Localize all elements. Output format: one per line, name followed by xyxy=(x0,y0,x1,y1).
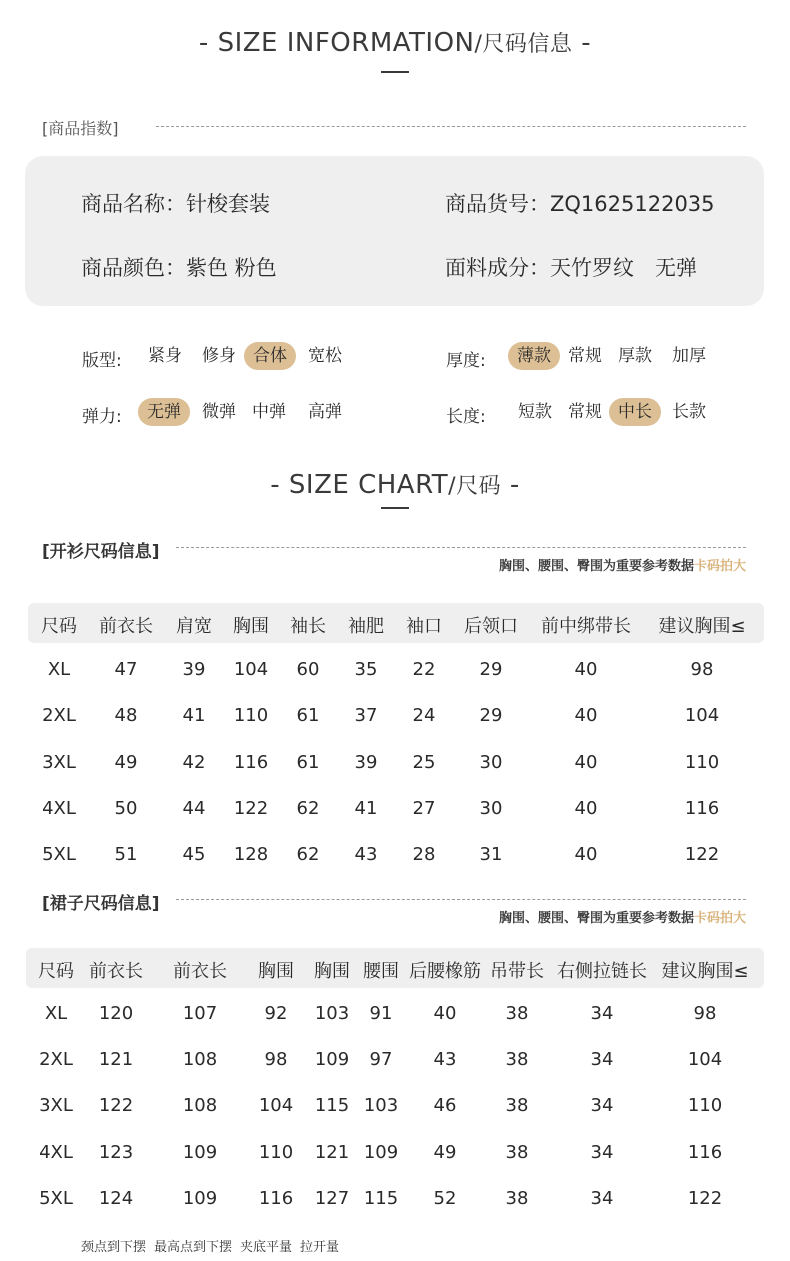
table-cell: 51 xyxy=(114,844,138,865)
attr-fit-label: 版型: xyxy=(82,351,122,371)
table-cell: 104 xyxy=(233,659,269,680)
table-cell: 34 xyxy=(590,1142,614,1163)
attr-length-option: 常规 xyxy=(568,402,602,422)
table-cell: 110 xyxy=(684,752,720,773)
table-size-cell: 4XL xyxy=(39,1142,73,1163)
attr-thickness-label: 厚度: xyxy=(446,351,486,371)
product-fabric: 面料成分：天竹罗纹 无弹 xyxy=(445,256,697,280)
table-cell: 109 xyxy=(182,1188,218,1209)
table-cell: 122 xyxy=(98,1095,134,1116)
table-cell: 61 xyxy=(296,752,320,773)
table-header-cell: 前衣长 xyxy=(173,961,227,982)
table-size-cell: 2XL xyxy=(42,705,76,726)
table-cell: 128 xyxy=(233,844,269,865)
table-cell: 115 xyxy=(363,1188,399,1209)
attr-elasticity-option: 中弹 xyxy=(252,402,286,422)
table-size-cell: 3XL xyxy=(39,1095,73,1116)
table-cell: 115 xyxy=(314,1095,350,1116)
table-cell: 104 xyxy=(258,1095,294,1116)
table-cell: 38 xyxy=(505,1095,529,1116)
attr-fit-option: 修身 xyxy=(202,346,236,366)
attr-elasticity-option: 微弹 xyxy=(202,402,236,422)
table-header-cell: 肩宽 xyxy=(176,616,212,637)
attr-elasticity-option-selected: 无弹 xyxy=(138,398,190,426)
table-cell: 62 xyxy=(296,798,320,819)
table-header-cell: 胸围 xyxy=(314,961,350,982)
product-sku: 商品货号：ZQ1625122035 xyxy=(445,192,715,216)
table-cell: 52 xyxy=(433,1188,457,1209)
size-information-title: - SIZE INFORMATION/尺码信息 - xyxy=(198,28,592,58)
title-underline xyxy=(381,507,409,509)
dashed-divider xyxy=(176,547,746,548)
table-cell: 122 xyxy=(687,1188,723,1209)
attr-elasticity-option: 高弹 xyxy=(308,402,342,422)
table-header-cell: 建议胸围≤ xyxy=(658,616,746,637)
table-cell: 110 xyxy=(687,1095,723,1116)
table-cell: 39 xyxy=(182,659,206,680)
table-cell: 40 xyxy=(433,1003,457,1024)
table-cell: 28 xyxy=(412,844,436,865)
table-cell: 34 xyxy=(590,1049,614,1070)
table-cell: 44 xyxy=(182,798,206,819)
table-cell: 27 xyxy=(412,798,436,819)
table-cell: 98 xyxy=(693,1003,717,1024)
table-cell: 60 xyxy=(296,659,320,680)
table-cell: 104 xyxy=(687,1049,723,1070)
product-name: 商品名称：针梭套装 xyxy=(81,192,270,216)
table-cell: 116 xyxy=(258,1188,294,1209)
attr-fit-option-selected: 合体 xyxy=(244,342,296,370)
table-cell: 37 xyxy=(354,705,378,726)
table-size-cell: 5XL xyxy=(39,1188,73,1209)
table-header-cell: 胸围 xyxy=(233,616,269,637)
table-cell: 92 xyxy=(264,1003,288,1024)
product-info-box xyxy=(25,156,764,306)
table-cell: 91 xyxy=(369,1003,393,1024)
table-cell: 35 xyxy=(354,659,378,680)
table-cell: 103 xyxy=(363,1095,399,1116)
attr-thickness-option: 常规 xyxy=(568,346,602,366)
attr-elasticity-label: 弹力: xyxy=(82,407,122,427)
attr-length-option: 长款 xyxy=(672,402,706,422)
table-cell: 42 xyxy=(182,752,206,773)
skirt-size-label: [裙子尺码信息] xyxy=(42,894,160,914)
table-cell: 29 xyxy=(479,705,503,726)
table-header-cell: 前衣长 xyxy=(89,961,143,982)
footer-note: 拉开量 xyxy=(300,1240,340,1255)
table-cell: 41 xyxy=(354,798,378,819)
product-index-label: [商品指数] xyxy=(42,119,119,138)
table-cell: 31 xyxy=(479,844,503,865)
table-cell: 40 xyxy=(574,752,598,773)
table-size-cell: 2XL xyxy=(39,1049,73,1070)
table-cell: 107 xyxy=(182,1003,218,1024)
table-cell: 46 xyxy=(433,1095,457,1116)
table-cell: 43 xyxy=(354,844,378,865)
table-cell: 103 xyxy=(314,1003,350,1024)
table-size-cell: XL xyxy=(47,659,71,680)
table-cell: 38 xyxy=(505,1142,529,1163)
table-cell: 109 xyxy=(182,1142,218,1163)
attr-length-label: 长度: xyxy=(446,407,486,427)
table-size-cell: XL xyxy=(44,1003,68,1024)
table-cell: 49 xyxy=(433,1142,457,1163)
footer-notes xyxy=(81,1236,347,1255)
table-cell: 40 xyxy=(574,844,598,865)
table-header-cell: 吊带长 xyxy=(490,961,544,982)
reference-note: 胸围、腰围、臀围为重要参考数据卡码拍大 xyxy=(498,911,746,926)
table-cell: 40 xyxy=(574,798,598,819)
attr-length-option-selected: 中长 xyxy=(609,398,661,426)
attr-thickness-option-selected: 薄款 xyxy=(508,342,560,370)
table-cell: 122 xyxy=(233,798,269,819)
table-size-cell: 5XL xyxy=(42,844,76,865)
table-cell: 50 xyxy=(114,798,138,819)
table-cell: 123 xyxy=(98,1142,134,1163)
table-cell: 43 xyxy=(433,1049,457,1070)
reference-note: 胸围、腰围、臀围为重要参考数据卡码拍大 xyxy=(498,559,746,574)
table-cell: 29 xyxy=(479,659,503,680)
table-cell: 116 xyxy=(687,1142,723,1163)
table-header-cell: 尺码 xyxy=(38,961,74,982)
dashed-divider xyxy=(176,899,746,900)
footer-note: 夹底平量 xyxy=(240,1240,293,1255)
table-cell: 104 xyxy=(684,705,720,726)
attr-fit-option: 宽松 xyxy=(308,346,342,366)
table-cell: 120 xyxy=(98,1003,134,1024)
table-header-cell: 建议胸围≤ xyxy=(661,961,749,982)
table-cell: 41 xyxy=(182,705,206,726)
table-cell: 116 xyxy=(233,752,269,773)
table-header-cell: 腰围 xyxy=(363,961,399,982)
table-header-cell: 袖长 xyxy=(290,616,326,637)
footer-note: 最高点到下摆 xyxy=(154,1240,233,1255)
table-header-cell: 胸围 xyxy=(258,961,294,982)
attr-length-option: 短款 xyxy=(518,402,552,422)
table-cell: 121 xyxy=(98,1049,134,1070)
table-header-cell: 后腰橡筋 xyxy=(409,961,481,982)
attr-thickness-option: 厚款 xyxy=(618,346,652,366)
table-cell: 47 xyxy=(114,659,138,680)
table-cell: 108 xyxy=(182,1095,218,1116)
table-header-cell: 右侧拉链长 xyxy=(557,961,647,982)
table-cell: 38 xyxy=(505,1188,529,1209)
table-cell: 45 xyxy=(182,844,206,865)
table-header-cell: 后领口 xyxy=(464,616,518,637)
table-cell: 109 xyxy=(314,1049,350,1070)
table-cell: 30 xyxy=(479,752,503,773)
dashed-divider xyxy=(156,126,746,127)
table-cell: 110 xyxy=(233,705,269,726)
table-cell: 124 xyxy=(98,1188,134,1209)
table-cell: 110 xyxy=(258,1142,294,1163)
table-cell: 121 xyxy=(314,1142,350,1163)
footer-note: 颈点到下摆 xyxy=(81,1240,147,1255)
size-chart-title: - SIZE CHART/尺码 - xyxy=(270,470,520,500)
cardigan-size-label: [开衫尺码信息] xyxy=(42,542,160,562)
table-cell: 34 xyxy=(590,1188,614,1209)
table-cell: 108 xyxy=(182,1049,218,1070)
table-cell: 116 xyxy=(684,798,720,819)
table-size-cell: 4XL xyxy=(42,798,76,819)
table-cell: 38 xyxy=(505,1049,529,1070)
table-header-cell: 前衣长 xyxy=(99,616,153,637)
title-underline xyxy=(381,71,409,73)
table-cell: 61 xyxy=(296,705,320,726)
table-cell: 49 xyxy=(114,752,138,773)
table-cell: 98 xyxy=(264,1049,288,1070)
table-cell: 39 xyxy=(354,752,378,773)
table-cell: 122 xyxy=(684,844,720,865)
table-size-cell: 3XL xyxy=(42,752,76,773)
table-cell: 127 xyxy=(314,1188,350,1209)
attr-fit-option: 紧身 xyxy=(148,346,182,366)
table-cell: 40 xyxy=(574,659,598,680)
table-cell: 109 xyxy=(363,1142,399,1163)
product-color: 商品颜色：紫色 粉色 xyxy=(81,256,277,280)
table-cell: 98 xyxy=(690,659,714,680)
table-header-cell: 尺码 xyxy=(41,616,77,637)
attr-thickness-option: 加厚 xyxy=(672,346,706,366)
table-cell: 25 xyxy=(412,752,436,773)
table-cell: 24 xyxy=(412,705,436,726)
table-header-cell: 袖肥 xyxy=(348,616,384,637)
table-cell: 62 xyxy=(296,844,320,865)
table-header-cell: 袖口 xyxy=(406,616,442,637)
table-cell: 30 xyxy=(479,798,503,819)
table-cell: 34 xyxy=(590,1095,614,1116)
table-cell: 22 xyxy=(412,659,436,680)
table-cell: 40 xyxy=(574,705,598,726)
table-cell: 97 xyxy=(369,1049,393,1070)
table-cell: 34 xyxy=(590,1003,614,1024)
table-cell: 48 xyxy=(114,705,138,726)
table-header-cell: 前中绑带长 xyxy=(541,616,631,637)
table-cell: 38 xyxy=(505,1003,529,1024)
